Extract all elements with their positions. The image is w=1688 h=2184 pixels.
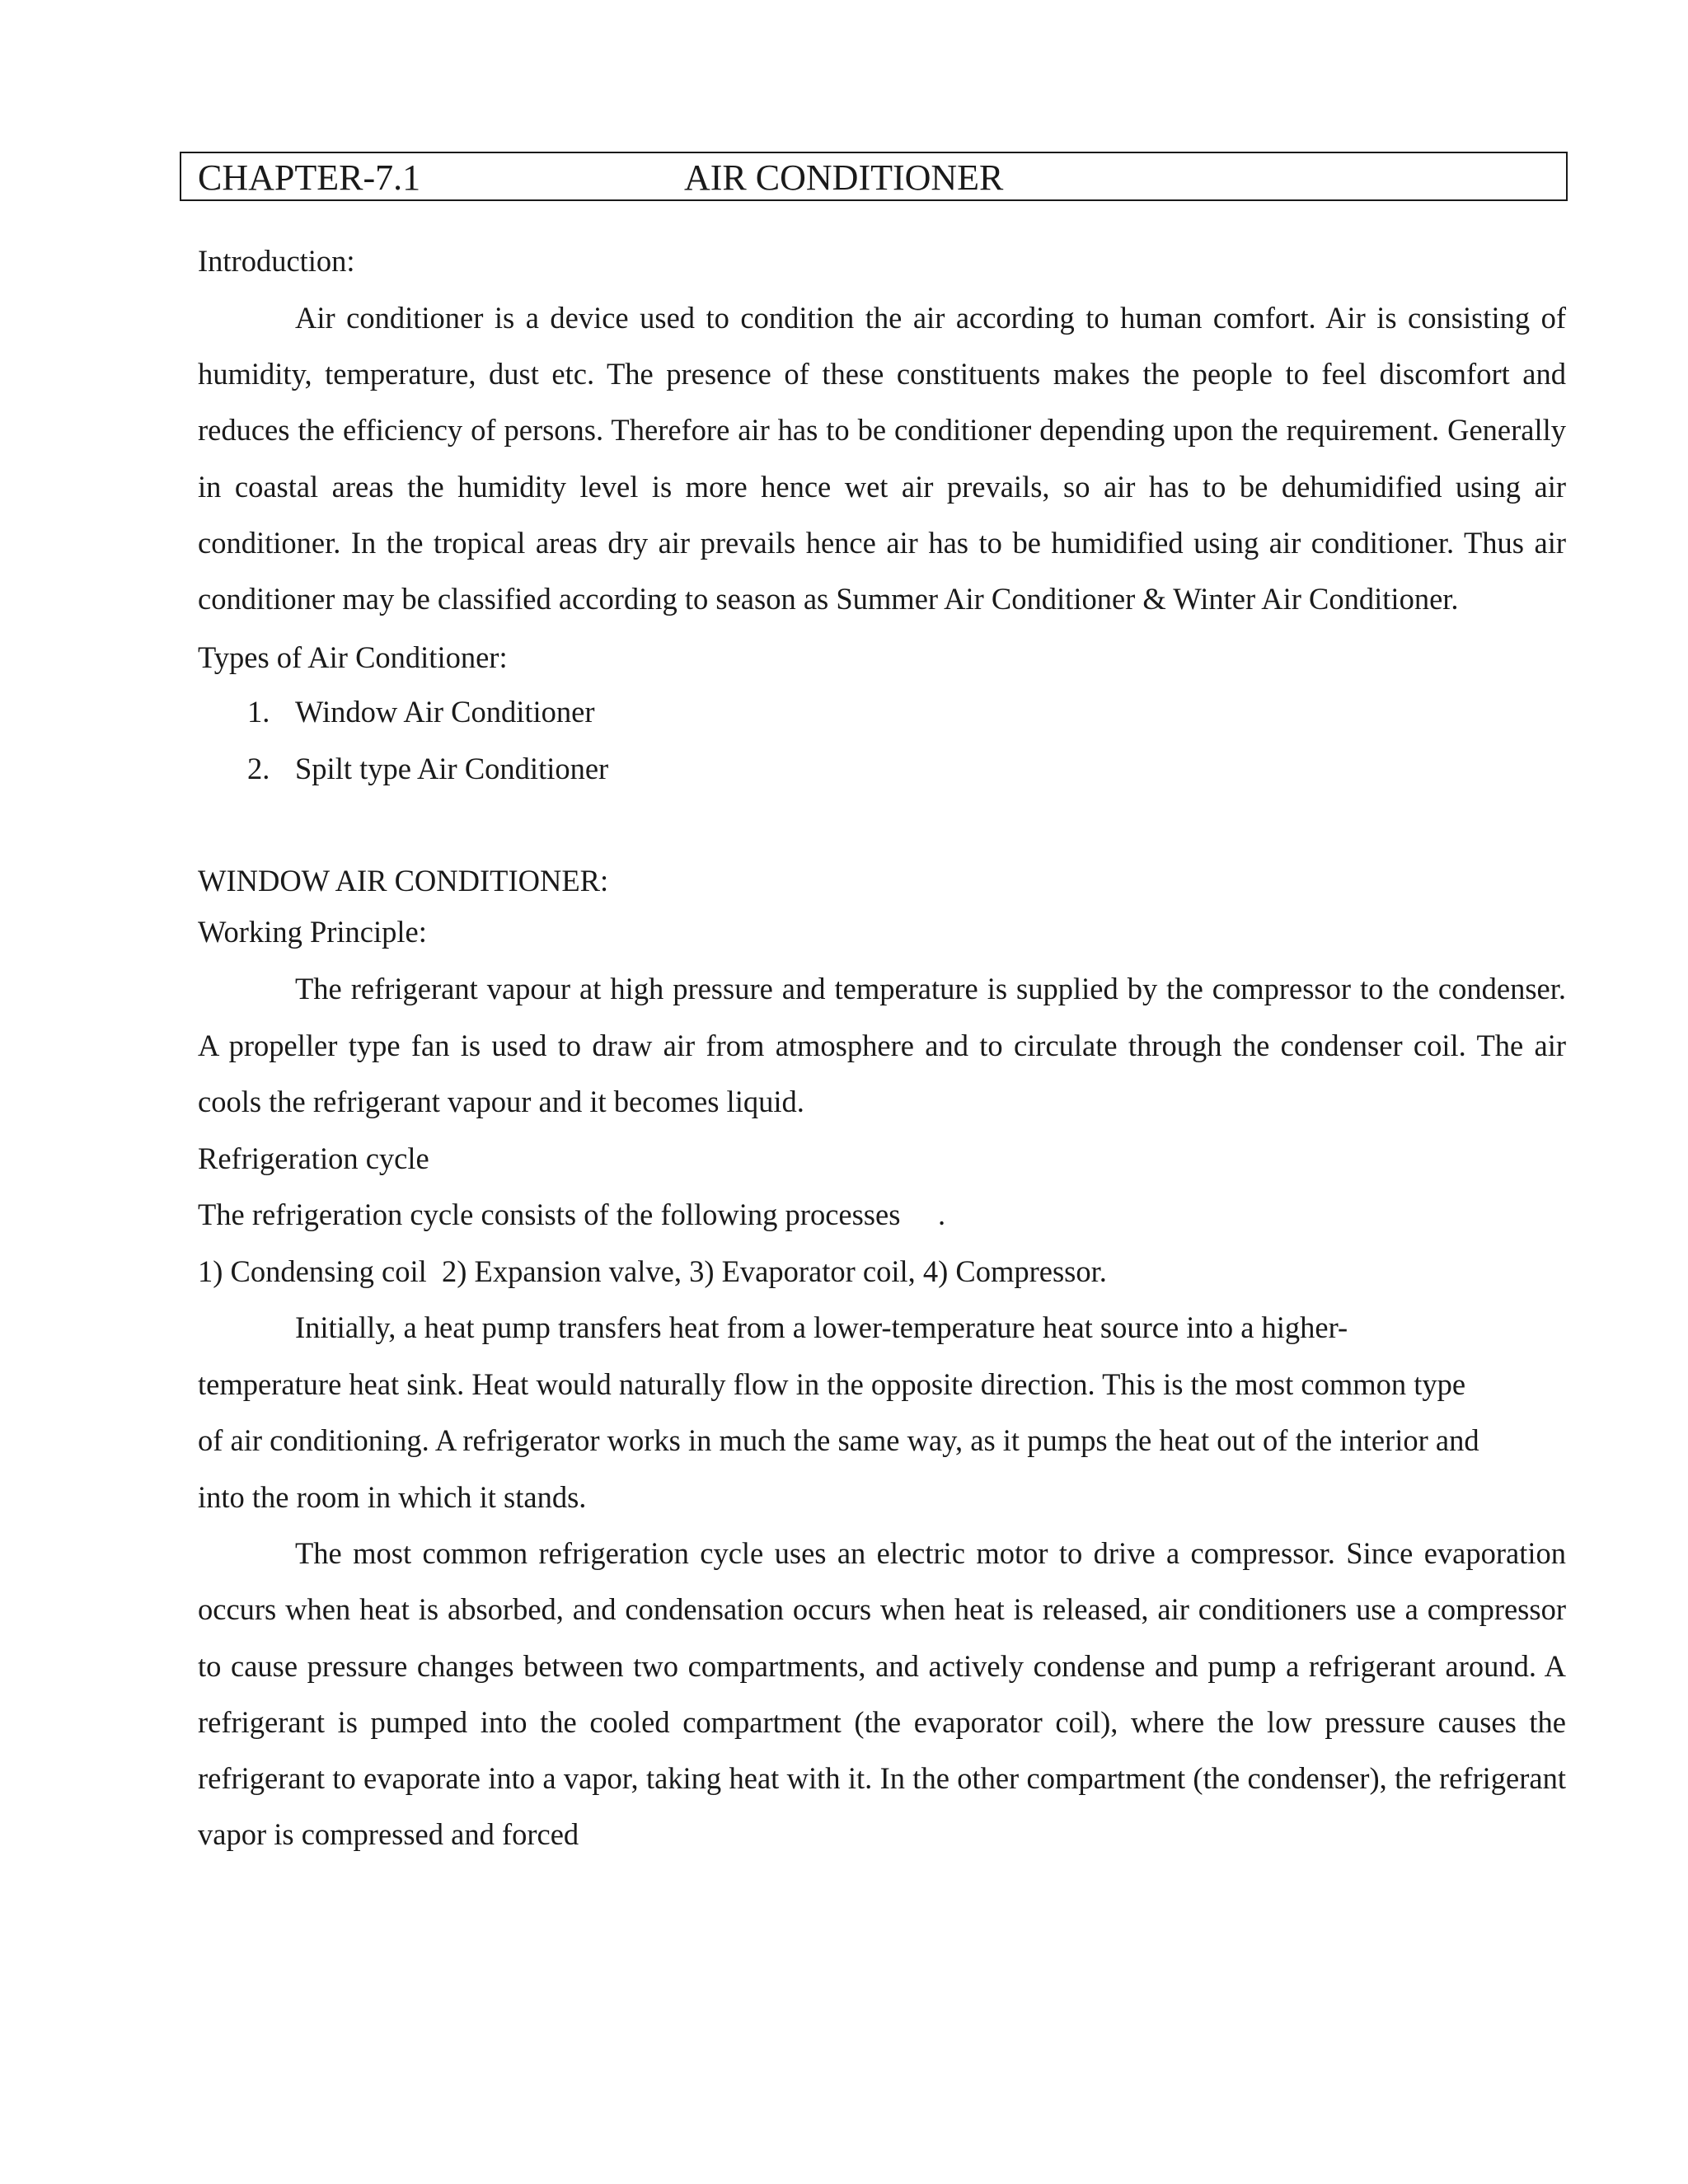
document-body <box>198 236 1566 1863</box>
introduction-heading: Introduction: <box>198 244 355 278</box>
heat-pump-paragraph: Initially, a heat pump transfers heat from a lower-temperature heat source into a higher-temperature heat sink. Heat would naturally flow in the opposite direction. This is the most common type of air conditioning. A refrigerator works in much the same way, as it pumps the heat out of the interior and into the room in which it stands. <box>198 1310 1479 1514</box>
list-item <box>198 740 1566 797</box>
list-item-number: 2. <box>247 752 270 786</box>
chapter-title: AIR CONDITIONER <box>684 157 1004 198</box>
introduction-paragraph: Air conditioner is a device used to condition the air according to human comfort. Air is consisting of humidity, temperature, dust etc. The presence of these constituents makes the people to feel discomfort and reduces the efficiency of persons. Therefore air has to be conditioner depending upon the requirement. Generally in coastal areas the humidity level is more hence wet air prevails, so air has to be dehumidified using air conditioner. In the tropical areas dry air prevails hence air has to be humidified using air conditioner. Thus air conditioner may be classified according to season as Summer Air Conditioner & Winter Air Conditioner. <box>198 301 1566 616</box>
refrigeration-cycle-intro: The refrigeration cycle consists of the following processes . <box>198 1197 946 1232</box>
window-ac-heading: WINDOW AIR CONDITIONER: <box>198 864 609 898</box>
refrigeration-cycle-heading: Refrigeration cycle <box>198 1141 429 1175</box>
list-item-label: Spilt type Air Conditioner <box>295 752 609 786</box>
refrigeration-cycle-processes: 1) Condensing coil 2) Expansion valve, 3) Evaporator coil, 4) Compressor. <box>198 1254 1107 1288</box>
list-item-label: Window Air Conditioner <box>295 695 595 729</box>
working-principle-paragraph: The refrigerant vapour at high pressure and temperature is supplied by the compressor to the condenser. A propeller type fan is used to draw air from atmosphere and to circulate through the condenser coil. The air cools the refrigerant vapour and it becomes liquid. <box>198 972 1566 1119</box>
types-heading: Types of Air Conditioner: <box>198 640 508 675</box>
types-list <box>198 683 1566 797</box>
chapter-number: CHAPTER-7.1 <box>198 157 421 198</box>
list-item <box>198 683 1566 740</box>
common-cycle-paragraph: The most common refrigeration cycle uses an electric motor to drive a compressor. Since evaporation occurs when heat is absorbed, and condensation occurs when heat is released, air conditioners use a compressor to cause pressure changes between two compartments, and actively condense and pump a refrigerant around. A refrigerant is pumped into the cooled compartment (the evaporator coil), where the low pressure causes the refrigerant to evaporate into a vapor, taking heat with it. In the other compartment (the condenser), the refrigerant vapor is compressed and forced <box>198 1536 1566 1852</box>
chapter-header-box <box>180 152 1568 201</box>
working-principle-heading: Working Principle: <box>198 915 427 949</box>
list-item-number: 1. <box>247 695 270 729</box>
